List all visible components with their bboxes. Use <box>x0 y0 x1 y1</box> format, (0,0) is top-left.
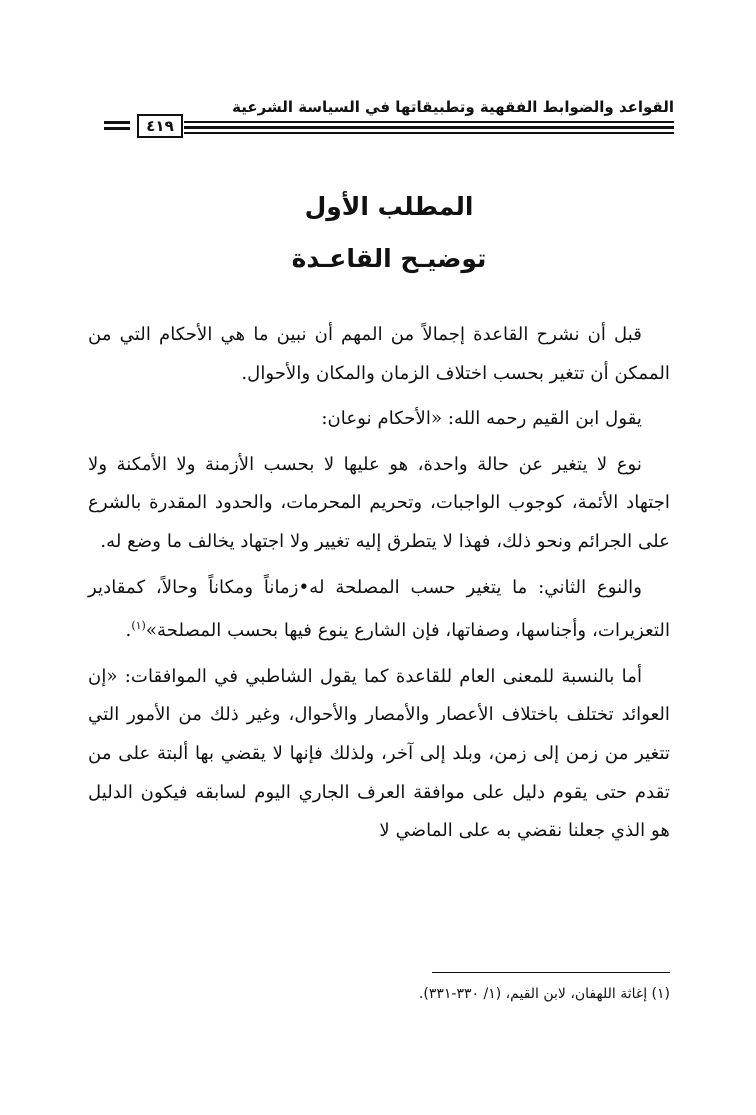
section-title: توضيـح القاعـدة <box>291 244 487 273</box>
running-title: القواعد والضوابط الفقهية وتطبيقاتها في السياسة الشرعية <box>232 98 674 116</box>
body-text <box>88 316 670 858</box>
paragraph-text: والنوع الثاني: ما يتغير حسب المصلحة له•زماناً ومكاناً وحالاً، كمقادير التعزيرات، وأجناسها، وصفاتها، فإن الشارع ينوع فيها بحسب المصلحة» <box>88 576 670 642</box>
footnote-ref[interactable]: (١) <box>131 619 146 633</box>
header-rule <box>184 126 674 129</box>
paragraph: نوع لا يتغير عن حالة واحدة، هو عليها لا بحسب الأزمنة ولا الأمكنة ولا اجتهاد الأئمة، كوجوب الواجبات، وتحريم المحرمات، والحدود المقدرة بالشرع على الجرائم ونحو ذلك، فهذا لا يتطرق إليه تغيير ولا اجتهاد يخالف ما وضع له. <box>88 453 670 552</box>
header-rule <box>104 127 130 130</box>
page-number: ٤١٩ <box>137 114 183 138</box>
header-rule <box>184 121 674 123</box>
section-heading: المطلب الأول <box>304 192 474 221</box>
header-rule <box>184 132 674 134</box>
paragraph-end: . <box>125 620 132 642</box>
paragraph: أما بالنسبة للمعنى العام للقاعدة كما يقول الشاطبي في الموافقات: «إن العوائد تختلف باختلاف الأعصار والأمصار والأحوال، وغير ذلك من الأمور التي تتغير من زمن إلى زمن، وبلد إلى آخر، ولذلك فإنها لا يقضي بها ألبتة على من تقدم حتى يقوم دليل على موافقة العرف الجاري اليوم لسابقه فيكون الدليل هو الذي جعلنا نقضي به على الماضي لا <box>88 665 670 842</box>
paragraph: قبل أن نشرح القاعدة إجمالاً من المهم أن نبين ما هي الأحكام التي من الممكن أن تتغير بحسب اختلاف الزمان والمكان والأحوال. <box>88 324 670 384</box>
paragraph: يقول ابن القيم رحمه الله: «الأحكام نوعان: <box>321 408 642 430</box>
footnote: (١) إغاثة اللهفان، لابن القيم، (١/ ٣٣٠-٣٣١). <box>418 986 670 1002</box>
page-header <box>104 94 674 140</box>
header-rule <box>104 121 130 124</box>
paragraph <box>88 569 670 651</box>
footnote-divider <box>432 972 670 973</box>
